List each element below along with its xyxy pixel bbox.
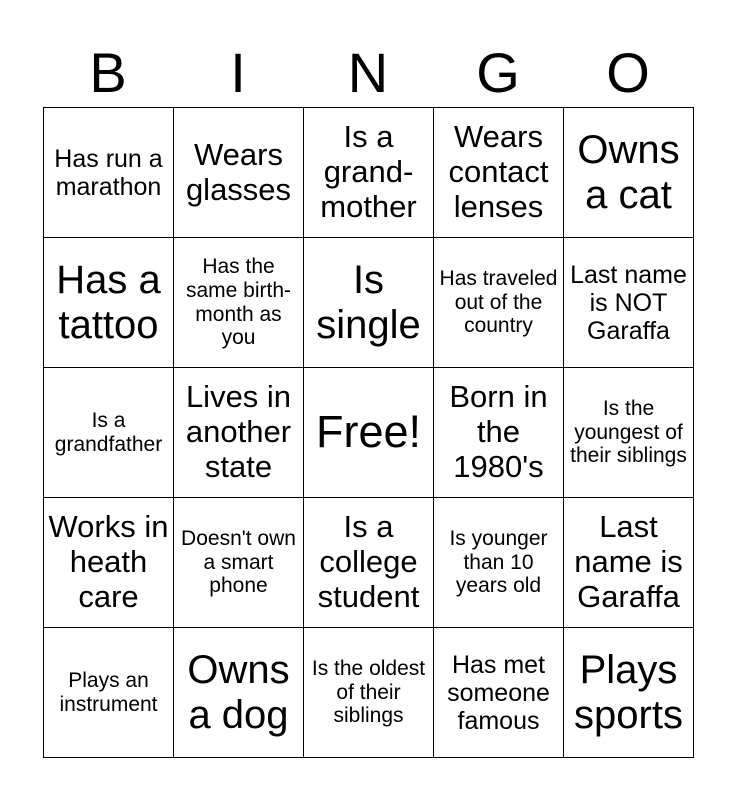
bingo-cell[interactable]: Is the oldest of their siblings: [304, 628, 434, 758]
header-letter-g: G: [476, 41, 520, 104]
header-letter-o: O: [606, 41, 650, 104]
bingo-cell[interactable]: Plays an instrument: [44, 628, 174, 758]
bingo-cell[interactable]: Owns a cat: [564, 108, 694, 238]
bingo-cell[interactable]: Wears glasses: [174, 108, 304, 238]
bingo-board: [43, 107, 694, 758]
bingo-cell[interactable]: Has a tattoo: [44, 238, 174, 368]
bingo-cell[interactable]: Doesn't own a smart phone: [174, 498, 304, 628]
header-letter-b: B: [89, 41, 127, 104]
bingo-header: [43, 40, 693, 106]
bingo-cell[interactable]: Has met someone famous: [434, 628, 564, 758]
bingo-cell[interactable]: Born in the 1980's: [434, 368, 564, 498]
bingo-cell[interactable]: Works in heath care: [44, 498, 174, 628]
board-row: [44, 108, 694, 238]
bingo-cell[interactable]: Last name is NOT Garaffa: [564, 238, 694, 368]
bingo-cell[interactable]: Is younger than 10 years old: [434, 498, 564, 628]
bingo-cell[interactable]: Plays sports: [564, 628, 694, 758]
bingo-cell[interactable]: Is a college student: [304, 498, 434, 628]
bingo-cell[interactable]: Is a grand-mother: [304, 108, 434, 238]
bingo-cell[interactable]: Owns a dog: [174, 628, 304, 758]
board-row: [44, 628, 694, 758]
bingo-cell[interactable]: Has run a marathon: [44, 108, 174, 238]
bingo-cell[interactable]: Last name is Garaffa: [564, 498, 694, 628]
bingo-cell[interactable]: Wears contact lenses: [434, 108, 564, 238]
bingo-cell[interactable]: Lives in another state: [174, 368, 304, 498]
board-row: [44, 368, 694, 498]
bingo-cell[interactable]: Has the same birth-month as you: [174, 238, 304, 368]
header-letter-i: I: [230, 41, 246, 104]
bingo-cell[interactable]: Is single: [304, 238, 434, 368]
bingo-cell[interactable]: Has traveled out of the country: [434, 238, 564, 368]
board-row: [44, 498, 694, 628]
board-row: [44, 238, 694, 368]
bingo-cell[interactable]: Is a grandfather: [44, 368, 174, 498]
bingo-cell[interactable]: Is the youngest of their siblings: [564, 368, 694, 498]
header-letter-n: N: [347, 41, 389, 104]
free-cell[interactable]: Free!: [304, 368, 434, 498]
